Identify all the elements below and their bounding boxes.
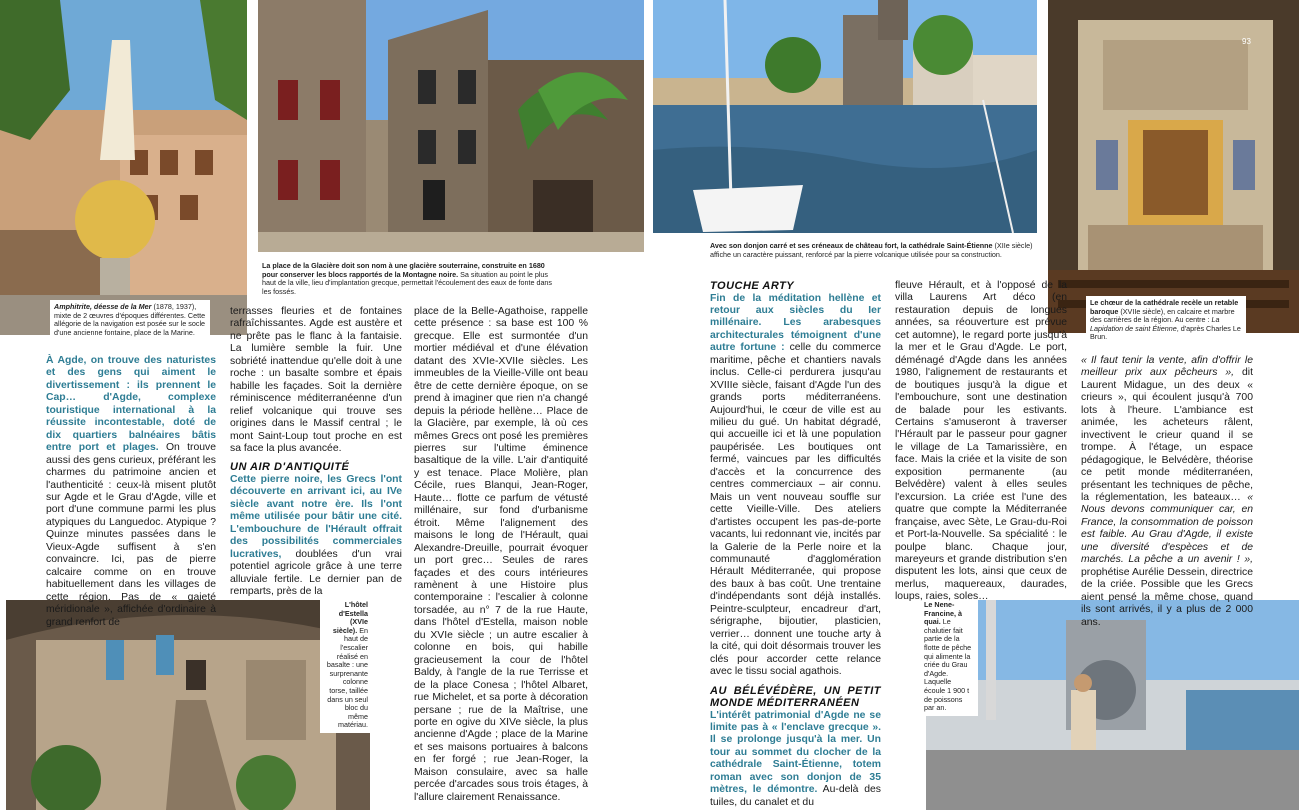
article-column-5: fleuve Hérault, et à l'opposé de la villa Laurens Art déco (en restauration depuis de longues années, sa réouverture est prévue cet automne), le regard porte jusqu'à la mer et le Grau d'Agde. Le port, déménagé d'Agde dans les années 1980, l'alignement de restaurants et de boutiques jusqu'à la digue et l'embouchure, sont une destination de balade pour les estivants. Certains s'amuseront à traverser l'Hérault par le passeur pour gagner le village de La Tamarissière, en face. Mais la criée et la visite de son exposition permanente (au Belvédère) valent à elles seules l'excursion. La criée est l'une des quatre que compte la Méditerranée française, avec Sète, Le Grau-du-Roi et Port-la-Nouvelle. Sa spécialité : le poulpe blanc. Chaque jour, mareyeurs et grande distribution s'en disputent les lots, ainsi que ceux de merlus, maquereaux, daurades, loups, raies, soles… [895,280,1067,603]
article-column-3: place de la Belle-Agathoise, rappelle cette présence : sa base est 100 % grecque. Elle est surmontée d'un mortier médiéval et d'une élévation datant des XVIe-XVIIe siècles. Les immeubles de la Vieille-Ville ont beau être de cette dernière époque, on se prend à imaginer que rien n'a changé depuis la période hellène… Place de la Glacière, par exemple, là où ces mêmes Grecs ont posé les premières pierres sur l'ultime éminence basaltique de la ville. L'air d'antiquité y est tenace. Place Molière, plan Cécile, rues Blanqui, Jean-Roger, Haute… flotte ce parfum de vétusté millénaire, sur fond d'urbanisme étroit. Même l'alignement des maisons le long de l'Hérault, quai Alexandre-Dreuille, pourrait évoquer un port grec… Seules de rares façades et des cours intérieures ramènent à une Histoire plus contemporaine : l'escalier à colonne torsadée, au n° 7 de la rue Haute, dans l'hôtel d'Estella, maison noble du XVIe siècle ; un autre escalier à colonne en bois, qui habille gracieusement la cour de l'hôtel Baldy, à l'angle de la rue Terrisse et de la place Conesa ; l'hôtel Albaret, rue Michelet, et sa porte à décoration persane ; rue de la Maîtrise, une porte en ogive du XIVe siècle, la plus ancienne d'Agde ; place de la Marine et ses maisons portuaires à balcons en fer forgé ; rue Jean-Roger, la Maison consulaire, avec sa halle percée d'arcades sous trois étages, à l'allure clairement Renaissance. [414,306,588,803]
caption-glaciere: La place de la Glacière doit son nom à une glacière souterraine, construite en 1680 pour conserver les blocs rapportés de la Montagne noire. Sa situation au point le plus haut de la ville, lieu d'implantation grecque, permettait l'écoulement des eaux de fonte dans les fossés. [262,262,562,296]
article-column-4: TOUCHE ARTY Fin de la méditation hellène et retour aux siècles du Ier millénaire. Les arabesques architecturales témoignent d'une autre fortune : celle du commerce maritime, pêche et chantiers navals inclus. Celle-ci perdurera jusqu'au XVIIIe siècle, faisant d'Agde l'un des grands ports méditerranéens. Aujourd'hui, le cœur de ville est au milieu du gué. Un habitat dégradé, qui accueille ici et là une population paupérisée. Les boutiques ont fermé, vaincues par les difficultés d'accès et la concurrence des centres commerciaux – air connu. Mais un vent nouveau souffle sur cette Vieille-Ville. Des ateliers d'artistes occupent les pas-de-porte vacants, lui redonnant vie, incités par la Galerie de la Perle noire et la communauté d'agglomération Hérault Méditerranée, qui propose des baux à bas coût. Une trentaine d'indépendants sont déjà installés. Peintre-sculpteur, encadreur d'art, sérigraphe, bijoutier, plasticien, verrier… donnent une touche arty à la cité, qui doit désormais trouver les clés pour accorder cette relance avec le tissu social agathois. AU BÉLÉVÉDÈRE, UN PETIT MONDE MÉDITERRANÉEN L'intérêt patrimonial d'Agde ne se limite pas à « l'enclave grecque ». Il se prolonge jusqu'à la mer. Un tour au sommet du clocher de la cathédrale Saint-Étienne, totem roman avec son donjon de 35 mètres, le démontre. Au-delà des tuiles, du canalet et du [710,280,881,808]
photo-amphitrite-statue [0,0,247,335]
heading-au-belvedere: AU BÉLÉVÉDÈRE, UN PETIT MONDE MÉDITERRANÉEN [710,684,881,710]
caption-estella: L'hôtel d'Estella (XVIe siècle). En haut de l'escalier réalisé en basalte : une surprenante colonne torse, taillée dans un seul bloc du même matériau. [320,598,372,733]
article-column-6: « Il faut tenir la vente, afin d'offrir le meilleur prix aux pêcheurs », dit Laurent Midague, un des deux « crieurs », qui écoulent jusqu'à 700 lots à l'heure. L'ambiance est animée, les acheteurs râlent, invectivent le crieur quand il se trompe. À l'étage, un espace pédagogique, le Belvédère, théorise ce petit monde méditerranéen, présentant les techniques de pêche, la réglementation, les bateaux… « Nous devons communiquer car, en France, la consommation de poisson est faible. Au Grau d'Agde, il existe une diversité d'espèces et de marchés. La pêche a un avenir ! », prophétise Aurélie Dessein, directrice de la criée. Possible que les Grecs aient pensé la même chose, quand ils sont arrivés, il y a plus de 2 000 ans. [1081,355,1253,628]
photo-hotel-estella [6,600,370,810]
heading-touche-arty: TOUCHE ARTY [710,280,795,292]
article-lead: À Agde, on trouve des naturistes et des gens qui aiment le divertissement : ils prennent le Cap… d'Agde, complexe touristique international à la réussite incontestable, doté de dix quartiers balnéaires bâtis entre port et plages. [46,355,216,454]
caption-amphitrite: Amphitrite, déesse de la Mer (1878, 1937), mixte de 2 œuvres d'époques différentes. Cette allégorie de la navigation est posée sur le socle d'une ancienne fontaine, place de la Marine. [50,300,210,340]
photo-nene-francine [926,600,1299,810]
heading-un-air-d-antiquite: UN AIR D'ANTIQUITÉ [230,461,350,474]
caption-nene-francine: Le Nene-Francine, à quai. Le chalutier fait partie de la flotte de pêche qui alimente la criée du Grau d'Agde. Laquelle écoule 1 900 t de poissons par an. [920,598,978,716]
article-column-2: terrasses fleuries et de fontaines rafraîchissantes. Agde est austère et ne prête pas le flanc à la fantaisie. La lumière semble la fuir. Une sobriété inattendue qu'elle doit à une roche : un basalte sombre et épais habille les façades. Soit la dernière réminiscence méditerranéenne d'un relief volcanique qui trouve ses origines dans le Massif central ; le mont Saint-Loup tout proche en est sa face la plus avancée. UN AIR D'ANTIQUITÉ Cette pierre noire, les Grecs l'ont découverte en arrivant ici, au IVe siècle avant notre ère. Ils l'ont même utilisée pour bâtir une cité. L'embouchure de l'Hérault offrait des possibilités commerciales lucratives, doublées d'un vrai potentiel agricole grâce à une terre alluviale fertile. Le dernier pan de remparts, près de la [230,306,402,598]
page-number: 93 [1242,37,1251,46]
article-column-1: À Agde, on trouve des naturistes et des gens qui aiment le divertissement : ils prennent le Cap… d'Agde, complexe touristique international à la réussite incontestable, doté de dix quartiers balnéaires bâtis entre port et plages. On trouve aussi des gens curieux, préférant les charmes du patrimoine ancien et l'authenticité : ceux-là misent plutôt sur Agde et le Grau d'Agde, ville et port d'une commune parmi les plus atypiques du Languedoc. Atypique ? Quinze minutes passées dans le Vieux-Agde suffisent à s'en convaincre. Ici, pas de pierre calcaire comme on en trouve habituellement dans les villages de cette région. Pas de « gaieté méridionale », affichée d'ordinaire à grand renfort de [46,355,217,628]
photo-retable-baroque [1048,0,1299,333]
caption-cathedrale: Avec son donjon carré et ses créneaux de château fort, la cathédrale Saint-Étienne (XIIe siècle) affiche un caractère puissant, renforcé par la pierre volcanique utilisée pour sa construction. [710,242,1040,259]
photo-cathedrale-port [653,0,1037,233]
photo-place-glaciere [258,0,644,252]
caption-choeur: Le chœur de la cathédrale recèle un retable baroque (XVIIe siècle), en calcaire et marbre des carrières de la région. Au centre : La Lapidation de saint Étienne, d'après Charles Le Brun. [1086,296,1246,345]
